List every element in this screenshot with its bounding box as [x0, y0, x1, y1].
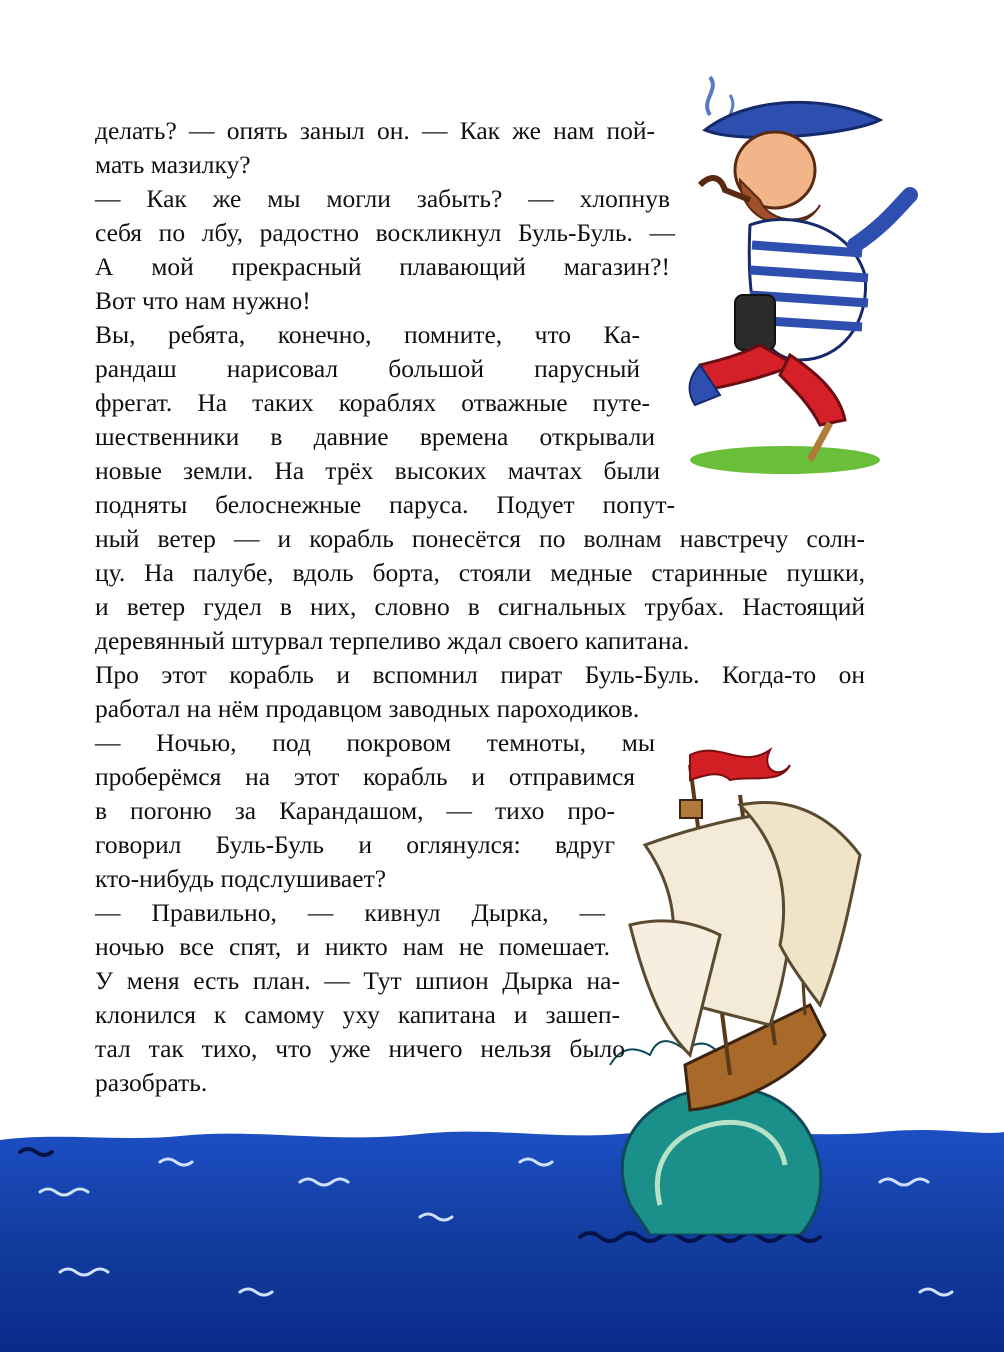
text-line: и ветер гудел в них, словно в сигнальных трубах. Настоящий	[95, 592, 865, 621]
text-line: — Как же мы могли забыть? — хлопнув	[95, 184, 670, 213]
text-line: шественники в давние времена открывали	[95, 422, 655, 451]
text-line: говорил Буль-Буль и оглянулся: вдруг	[95, 830, 615, 859]
sailing-ship-illustration	[590, 735, 890, 1235]
text-line: А мой прекрасный плавающий магазин?!	[95, 252, 670, 281]
text-line: себя по лбу, радостно воскликнул Буль-Буль. —	[95, 218, 675, 247]
text-line: делать? — опять заныл он. — Как же нам пой-	[95, 116, 655, 145]
text-line: цу. На палубе, вдоль борта, стояли медные старинные пушки,	[95, 558, 865, 587]
text-line: ночью все спят, и никто нам не помешает.	[95, 932, 610, 961]
pirate-illustration	[680, 75, 920, 480]
text-line: тал так тихо, что уже ничего нельзя было	[95, 1034, 625, 1063]
text-line: рандаш нарисовал большой парусный	[95, 354, 640, 383]
text-line: подняты белоснежные паруса. Подует попут-	[95, 490, 675, 519]
text-line: новые земли. На трёх высоких мачтах были	[95, 456, 660, 485]
text-line: клонился к самому уху капитана и зашеп-	[95, 1000, 620, 1029]
text-line: — Правильно, — кивнул Дырка, —	[95, 898, 605, 927]
text-line: кто-нибудь подслушивает?	[95, 864, 387, 893]
text-line: работал на нём продавцом заводных пароходиков.	[95, 694, 640, 723]
text-line: деревянный штурвал терпеливо ждал своего капитана.	[95, 626, 690, 655]
text-line: в погоню за Карандашом, — тихо про-	[95, 796, 615, 825]
text-line: фрегат. На таких кораблях отважные путе-	[95, 388, 650, 417]
text-line: У меня есть план. — Тут шпион Дырка на-	[95, 966, 620, 995]
text-line: проберёмся на этот корабль и отправимся	[95, 762, 635, 791]
text-line: мать мазилку?	[95, 150, 251, 179]
text-line: Про этот корабль и вспомнил пират Буль-Буль. Когда-то он	[95, 660, 865, 689]
text-line: ный ветер — и корабль понесётся по волнам навстречу солн-	[95, 524, 865, 553]
text-line: разобрать.	[95, 1068, 208, 1097]
text-line: Вы, ребята, конечно, помните, что Ка-	[95, 320, 640, 349]
text-line: Вот что нам нужно!	[95, 286, 311, 315]
text-line: — Ночью, под покровом темноты, мы	[95, 728, 655, 757]
